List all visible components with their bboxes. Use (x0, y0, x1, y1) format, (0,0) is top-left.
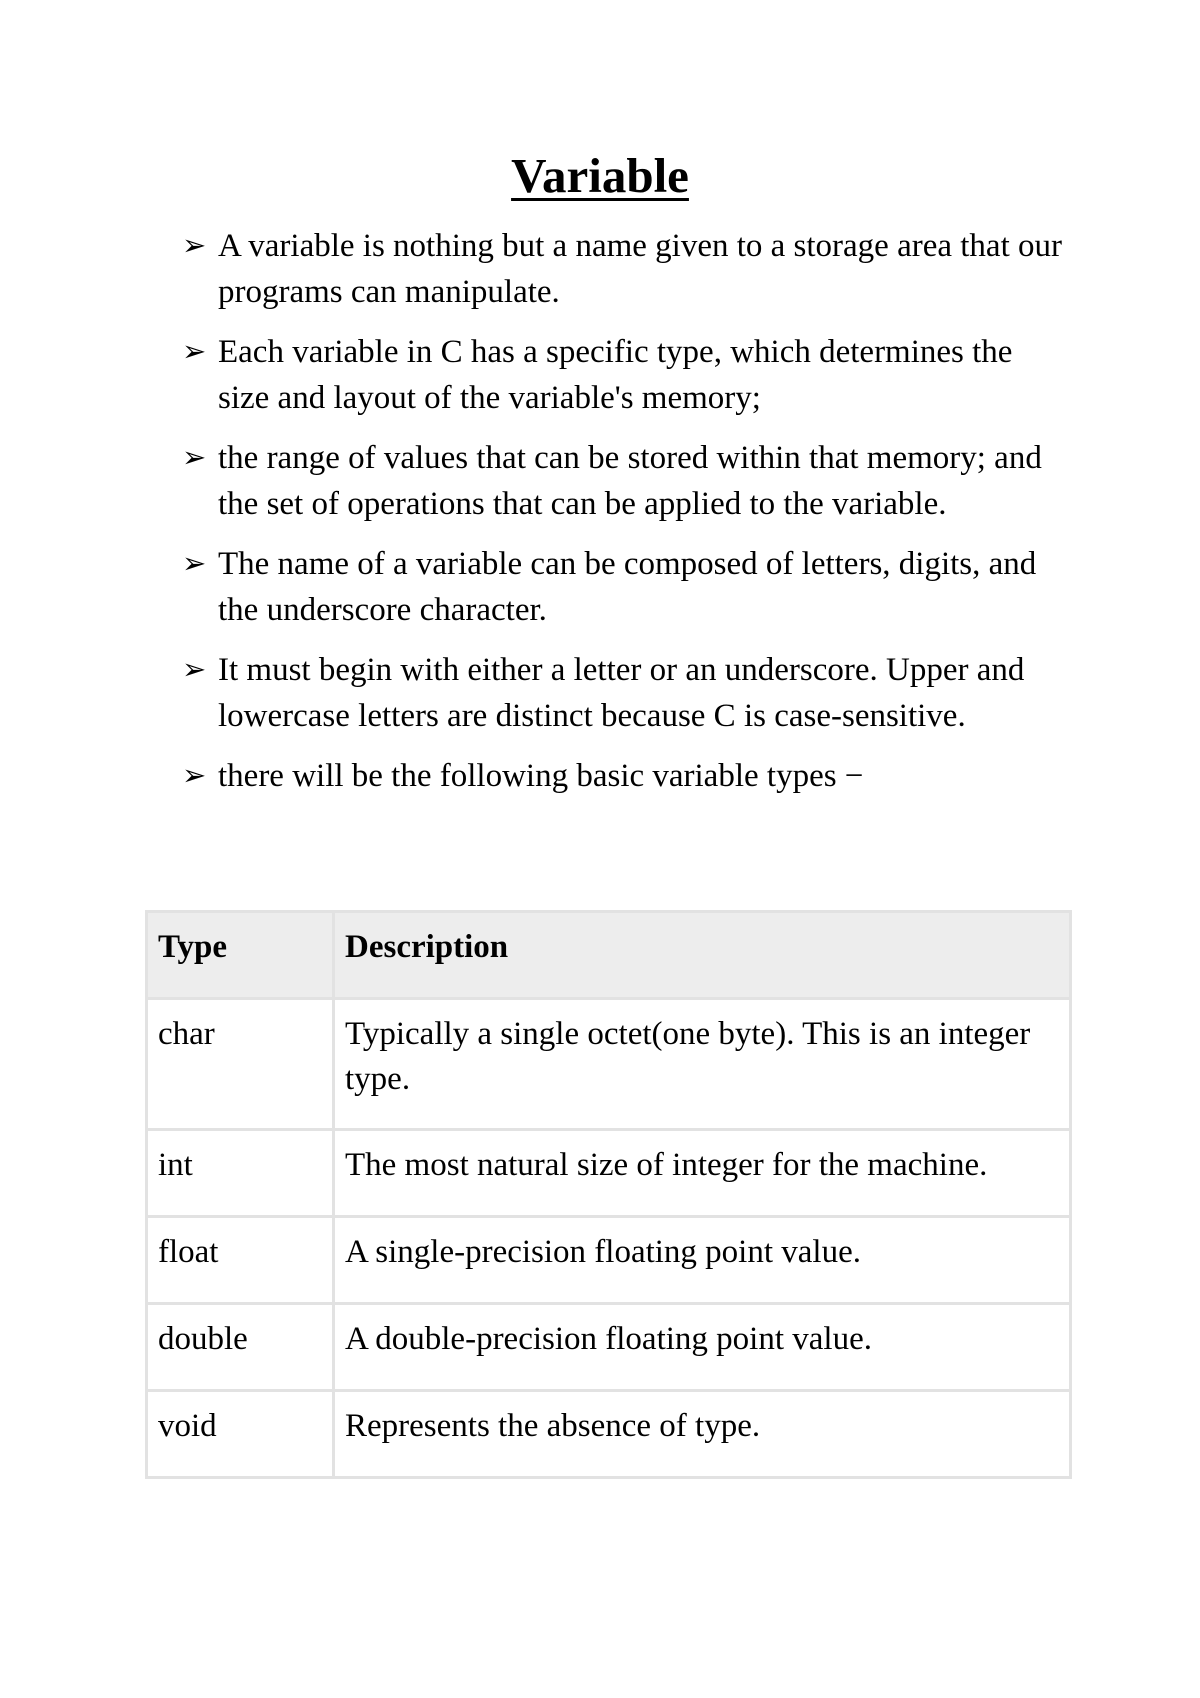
list-item (182, 224, 1062, 315)
table-row (147, 1304, 1071, 1391)
variable-types-table (145, 910, 1072, 1479)
arrow-bullet-icon: ➢ (182, 442, 207, 474)
description-cell: Typically a single octet(one byte). This is an integer type. (334, 999, 1071, 1130)
type-cell: double (147, 1304, 334, 1391)
table-row (147, 999, 1071, 1130)
bullet-text: A variable is nothing but a name given to a storage area that our programs can manipulate. (218, 228, 1062, 310)
type-cell: void (147, 1391, 334, 1478)
table-header-row (147, 912, 1071, 999)
description-cell: The most natural size of integer for the machine. (334, 1130, 1071, 1217)
bullet-text: the range of values that can be stored within that memory; and the set of operations that can be applied to the variable. (218, 440, 1042, 522)
bullet-text: there will be the following basic variable types − (218, 758, 864, 794)
table-row (147, 1391, 1071, 1478)
list-item (182, 436, 1062, 527)
list-item (182, 648, 1062, 739)
description-cell: Represents the absence of type. (334, 1391, 1071, 1478)
description-cell: A double-precision floating point value. (334, 1304, 1071, 1391)
arrow-bullet-icon: ➢ (182, 548, 207, 580)
list-item (182, 754, 1062, 800)
header-description: Description (334, 912, 1071, 999)
arrow-bullet-icon: ➢ (182, 336, 207, 368)
type-cell: int (147, 1130, 334, 1217)
arrow-bullet-icon: ➢ (182, 760, 207, 792)
type-cell: char (147, 999, 334, 1130)
list-item (182, 330, 1062, 421)
list-item (182, 542, 1062, 633)
arrow-bullet-icon: ➢ (182, 654, 207, 686)
table-row (147, 1217, 1071, 1304)
header-type: Type (147, 912, 334, 999)
bullet-list (182, 224, 1062, 815)
description-cell: A single-precision floating point value. (334, 1217, 1071, 1304)
bullet-text: It must begin with either a letter or an underscore. Upper and lowercase letters are distinct because C is case-sensitive. (218, 652, 1025, 734)
bullet-text: The name of a variable can be composed of letters, digits, and the underscore character. (218, 546, 1037, 628)
arrow-bullet-icon: ➢ (182, 230, 207, 262)
table-row (147, 1130, 1071, 1217)
type-cell: float (147, 1217, 334, 1304)
page-title: Variable (511, 148, 689, 203)
bullet-text: Each variable in C has a specific type, which determines the size and layout of the variable's memory; (218, 334, 1013, 416)
